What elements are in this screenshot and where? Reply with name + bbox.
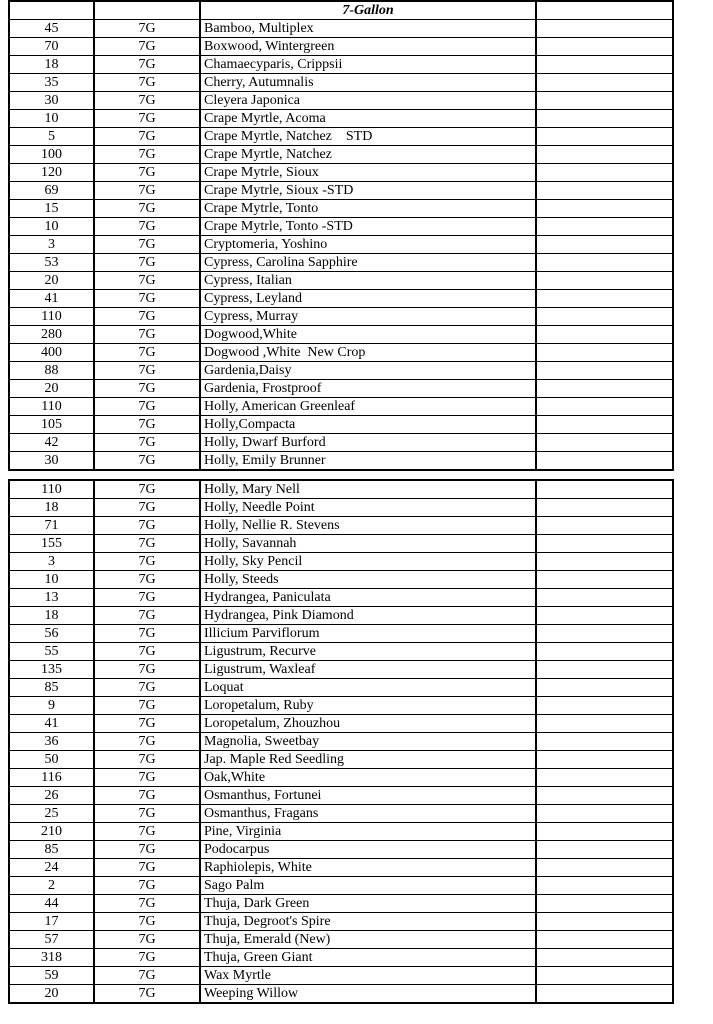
table-row bbox=[9, 326, 673, 344]
notes-cell bbox=[536, 571, 673, 589]
notes-cell bbox=[536, 553, 673, 571]
notes-cell bbox=[536, 805, 673, 823]
table-row bbox=[9, 92, 673, 110]
size-cell: 7G bbox=[94, 146, 200, 164]
quantity-cell: 36 bbox=[9, 733, 94, 751]
table-row bbox=[9, 74, 673, 92]
plant-name-cell: Crape Myrtle, Natchez bbox=[200, 146, 536, 164]
quantity-cell: 10 bbox=[9, 571, 94, 589]
quantity-cell: 210 bbox=[9, 823, 94, 841]
table-row bbox=[9, 452, 673, 471]
size-cell: 7G bbox=[94, 625, 200, 643]
notes-cell bbox=[536, 164, 673, 182]
plant-name-cell: Chamaecyparis, Crippsii bbox=[200, 56, 536, 74]
notes-cell bbox=[536, 290, 673, 308]
size-cell: 7G bbox=[94, 74, 200, 92]
table-row bbox=[9, 344, 673, 362]
table-row bbox=[9, 931, 673, 949]
notes-cell bbox=[536, 751, 673, 769]
notes-cell bbox=[536, 931, 673, 949]
size-cell: 7G bbox=[94, 200, 200, 218]
plant-name-cell: Holly, Needle Point bbox=[200, 499, 536, 517]
notes-cell bbox=[536, 362, 673, 380]
table-row bbox=[9, 661, 673, 679]
table-row bbox=[9, 380, 673, 398]
table-row bbox=[9, 38, 673, 56]
plant-name-cell: Holly, Savannah bbox=[200, 535, 536, 553]
size-cell: 7G bbox=[94, 985, 200, 1004]
notes-cell bbox=[536, 697, 673, 715]
notes-cell bbox=[536, 74, 673, 92]
plant-name-cell: Raphiolepis, White bbox=[200, 859, 536, 877]
size-cell: 7G bbox=[94, 362, 200, 380]
plant-name-cell: Cleyera Japonica bbox=[200, 92, 536, 110]
plant-name-cell: Cypress, Carolina Sapphire bbox=[200, 254, 536, 272]
quantity-cell: 20 bbox=[9, 272, 94, 290]
notes-cell bbox=[536, 308, 673, 326]
plant-name-cell: Thuja, Emerald (New) bbox=[200, 931, 536, 949]
quantity-cell: 42 bbox=[9, 434, 94, 452]
quantity-cell: 318 bbox=[9, 949, 94, 967]
quantity-cell: 18 bbox=[9, 56, 94, 74]
notes-cell bbox=[536, 661, 673, 679]
plant-name-cell: Weeping Willow bbox=[200, 985, 536, 1004]
quantity-cell: 155 bbox=[9, 535, 94, 553]
plant-name-cell: Crape Myrtle, Natchez STD bbox=[200, 128, 536, 146]
quantity-cell: 3 bbox=[9, 236, 94, 254]
inventory-table-2 bbox=[8, 479, 674, 1004]
quantity-cell: 85 bbox=[9, 841, 94, 859]
quantity-cell: 400 bbox=[9, 344, 94, 362]
size-cell: 7G bbox=[94, 434, 200, 452]
plant-name-cell: Osmanthus, Fortunei bbox=[200, 787, 536, 805]
quantity-cell: 10 bbox=[9, 218, 94, 236]
quantity-cell: 20 bbox=[9, 380, 94, 398]
size-cell: 7G bbox=[94, 128, 200, 146]
size-cell: 7G bbox=[94, 499, 200, 517]
plant-name-cell: Cypress, Leyland bbox=[200, 290, 536, 308]
plant-name-cell: Osmanthus, Fragans bbox=[200, 805, 536, 823]
table-row bbox=[9, 553, 673, 571]
size-cell: 7G bbox=[94, 308, 200, 326]
plant-name-cell: Crape Mytrle, Tonto -STD bbox=[200, 218, 536, 236]
notes-cell bbox=[536, 452, 673, 471]
table-row bbox=[9, 272, 673, 290]
plant-name-cell: Illicium Parviflorum bbox=[200, 625, 536, 643]
plant-name-cell: Cherry, Autumnalis bbox=[200, 74, 536, 92]
size-cell: 7G bbox=[94, 380, 200, 398]
plant-name-cell: Ligustrum, Waxleaf bbox=[200, 661, 536, 679]
table-row bbox=[9, 218, 673, 236]
quantity-cell: 45 bbox=[9, 20, 94, 38]
size-cell: 7G bbox=[94, 715, 200, 733]
plant-name-cell: Loropetalum, Ruby bbox=[200, 697, 536, 715]
quantity-cell: 20 bbox=[9, 985, 94, 1004]
notes-cell bbox=[536, 895, 673, 913]
quantity-cell: 100 bbox=[9, 146, 94, 164]
plant-name-cell: Crape Mytrle, Tonto bbox=[200, 200, 536, 218]
size-cell: 7G bbox=[94, 553, 200, 571]
plant-name-cell: Thuja, Degroot's Spire bbox=[200, 913, 536, 931]
plant-name-cell: Crape Myrtle, Acoma bbox=[200, 110, 536, 128]
quantity-cell: 110 bbox=[9, 480, 94, 499]
table-row bbox=[9, 715, 673, 733]
size-cell: 7G bbox=[94, 398, 200, 416]
notes-cell bbox=[536, 254, 673, 272]
quantity-cell: 41 bbox=[9, 715, 94, 733]
plant-name-cell: Gardenia, Frostproof bbox=[200, 380, 536, 398]
size-cell: 7G bbox=[94, 643, 200, 661]
size-cell: 7G bbox=[94, 697, 200, 715]
table-row bbox=[9, 805, 673, 823]
table-row bbox=[9, 200, 673, 218]
table-row bbox=[9, 434, 673, 452]
notes-cell bbox=[536, 380, 673, 398]
table-row bbox=[9, 949, 673, 967]
table-row bbox=[9, 733, 673, 751]
notes-cell bbox=[536, 20, 673, 38]
plant-name-cell: Wax Myrtle bbox=[200, 967, 536, 985]
quantity-cell: 9 bbox=[9, 697, 94, 715]
table-row bbox=[9, 769, 673, 787]
notes-cell bbox=[536, 200, 673, 218]
plant-name-cell: Cypress, Murray bbox=[200, 308, 536, 326]
size-cell: 7G bbox=[94, 344, 200, 362]
size-cell: 7G bbox=[94, 218, 200, 236]
quantity-cell: 71 bbox=[9, 517, 94, 535]
header-row bbox=[9, 1, 673, 20]
table-row bbox=[9, 254, 673, 272]
plant-name-cell: Thuja, Dark Green bbox=[200, 895, 536, 913]
table-row bbox=[9, 625, 673, 643]
notes-cell bbox=[536, 985, 673, 1004]
quantity-cell: 280 bbox=[9, 326, 94, 344]
notes-cell bbox=[536, 110, 673, 128]
size-cell: 7G bbox=[94, 452, 200, 471]
notes-cell bbox=[536, 182, 673, 200]
size-cell: 7G bbox=[94, 272, 200, 290]
notes-cell bbox=[536, 416, 673, 434]
plant-name-cell: Gardenia,Daisy bbox=[200, 362, 536, 380]
notes-cell bbox=[536, 877, 673, 895]
table-row bbox=[9, 679, 673, 697]
quantity-cell: 50 bbox=[9, 751, 94, 769]
inventory-table-1 bbox=[8, 0, 674, 471]
quantity-cell: 135 bbox=[9, 661, 94, 679]
notes-cell bbox=[536, 913, 673, 931]
size-cell: 7G bbox=[94, 110, 200, 128]
quantity-cell: 105 bbox=[9, 416, 94, 434]
notes-cell bbox=[536, 480, 673, 499]
plant-name-cell: Holly, Dwarf Burford bbox=[200, 434, 536, 452]
quantity-cell: 69 bbox=[9, 182, 94, 200]
notes-cell bbox=[536, 949, 673, 967]
quantity-cell: 30 bbox=[9, 452, 94, 471]
plant-name-cell: Loropetalum, Zhouzhou bbox=[200, 715, 536, 733]
plant-name-cell: Holly, Sky Pencil bbox=[200, 553, 536, 571]
size-cell: 7G bbox=[94, 535, 200, 553]
table-row bbox=[9, 787, 673, 805]
notes-cell bbox=[536, 128, 673, 146]
table-row bbox=[9, 290, 673, 308]
quantity-cell: 110 bbox=[9, 308, 94, 326]
size-cell: 7G bbox=[94, 517, 200, 535]
table-row bbox=[9, 128, 673, 146]
table-row bbox=[9, 480, 673, 499]
table-row bbox=[9, 985, 673, 1004]
plant-name-cell: Oak,White bbox=[200, 769, 536, 787]
table-row bbox=[9, 362, 673, 380]
notes-cell bbox=[536, 146, 673, 164]
quantity-cell: 88 bbox=[9, 362, 94, 380]
size-cell: 7G bbox=[94, 931, 200, 949]
notes-cell bbox=[536, 679, 673, 697]
notes-cell bbox=[536, 715, 673, 733]
plant-name-cell: Loquat bbox=[200, 679, 536, 697]
size-cell: 7G bbox=[94, 290, 200, 308]
quantity-cell: 110 bbox=[9, 398, 94, 416]
plant-name-cell: Hydrangea, Pink Diamond bbox=[200, 607, 536, 625]
size-cell: 7G bbox=[94, 20, 200, 38]
size-cell: 7G bbox=[94, 967, 200, 985]
size-cell: 7G bbox=[94, 92, 200, 110]
notes-cell bbox=[536, 272, 673, 290]
notes-cell bbox=[536, 643, 673, 661]
size-cell: 7G bbox=[94, 787, 200, 805]
plant-name-cell: Pine, Virginia bbox=[200, 823, 536, 841]
notes-cell bbox=[536, 967, 673, 985]
size-cell: 7G bbox=[94, 841, 200, 859]
notes-cell bbox=[536, 56, 673, 74]
section-title: 7-Gallon bbox=[200, 1, 536, 20]
quantity-cell: 24 bbox=[9, 859, 94, 877]
quantity-cell: 44 bbox=[9, 895, 94, 913]
notes-cell bbox=[536, 218, 673, 236]
notes-cell bbox=[536, 841, 673, 859]
plant-name-cell: Crape Mytrle, Sioux bbox=[200, 164, 536, 182]
plant-name-cell: Ligustrum, Recurve bbox=[200, 643, 536, 661]
table-row bbox=[9, 589, 673, 607]
table-row bbox=[9, 535, 673, 553]
quantity-cell: 18 bbox=[9, 607, 94, 625]
table-row bbox=[9, 146, 673, 164]
table-row bbox=[9, 607, 673, 625]
plant-name-cell: Boxwood, Wintergreen bbox=[200, 38, 536, 56]
notes-cell bbox=[536, 859, 673, 877]
quantity-cell: 59 bbox=[9, 967, 94, 985]
header-size-cell bbox=[94, 1, 200, 20]
table-row bbox=[9, 877, 673, 895]
size-cell: 7G bbox=[94, 859, 200, 877]
plant-name-cell: Jap. Maple Red Seedling bbox=[200, 751, 536, 769]
plant-name-cell: Dogwood,White bbox=[200, 326, 536, 344]
table-row bbox=[9, 751, 673, 769]
size-cell: 7G bbox=[94, 679, 200, 697]
quantity-cell: 53 bbox=[9, 254, 94, 272]
quantity-cell: 116 bbox=[9, 769, 94, 787]
table-row bbox=[9, 308, 673, 326]
plant-name-cell: Bamboo, Multiplex bbox=[200, 20, 536, 38]
size-cell: 7G bbox=[94, 913, 200, 931]
size-cell: 7G bbox=[94, 805, 200, 823]
notes-cell bbox=[536, 92, 673, 110]
table-row bbox=[9, 643, 673, 661]
table-row bbox=[9, 110, 673, 128]
notes-cell bbox=[536, 38, 673, 56]
quantity-cell: 3 bbox=[9, 553, 94, 571]
notes-cell bbox=[536, 517, 673, 535]
table-row bbox=[9, 416, 673, 434]
notes-cell bbox=[536, 434, 673, 452]
table-row bbox=[9, 517, 673, 535]
notes-cell bbox=[536, 326, 673, 344]
size-cell: 7G bbox=[94, 38, 200, 56]
quantity-cell: 15 bbox=[9, 200, 94, 218]
size-cell: 7G bbox=[94, 571, 200, 589]
plant-name-cell: Crape Mytrle, Sioux -STD bbox=[200, 182, 536, 200]
quantity-cell: 70 bbox=[9, 38, 94, 56]
quantity-cell: 56 bbox=[9, 625, 94, 643]
plant-name-cell: Holly, Nellie R. Stevens bbox=[200, 517, 536, 535]
size-cell: 7G bbox=[94, 589, 200, 607]
size-cell: 7G bbox=[94, 895, 200, 913]
quantity-cell: 57 bbox=[9, 931, 94, 949]
quantity-cell: 85 bbox=[9, 679, 94, 697]
size-cell: 7G bbox=[94, 326, 200, 344]
plant-name-cell: Thuja, Green Giant bbox=[200, 949, 536, 967]
quantity-cell: 2 bbox=[9, 877, 94, 895]
notes-cell bbox=[536, 535, 673, 553]
plant-name-cell: Holly, Steeds bbox=[200, 571, 536, 589]
quantity-cell: 41 bbox=[9, 290, 94, 308]
table-row bbox=[9, 182, 673, 200]
quantity-cell: 55 bbox=[9, 643, 94, 661]
plant-name-cell: Dogwood ,White New Crop bbox=[200, 344, 536, 362]
table-row bbox=[9, 895, 673, 913]
header-notes-cell bbox=[536, 1, 673, 20]
notes-cell bbox=[536, 823, 673, 841]
size-cell: 7G bbox=[94, 56, 200, 74]
quantity-cell: 25 bbox=[9, 805, 94, 823]
quantity-cell: 35 bbox=[9, 74, 94, 92]
table-row bbox=[9, 967, 673, 985]
size-cell: 7G bbox=[94, 182, 200, 200]
plant-name-cell: Holly, Mary Nell bbox=[200, 480, 536, 499]
size-cell: 7G bbox=[94, 416, 200, 434]
notes-cell bbox=[536, 607, 673, 625]
table-row bbox=[9, 823, 673, 841]
plant-name-cell: Magnolia, Sweetbay bbox=[200, 733, 536, 751]
table-row bbox=[9, 20, 673, 38]
size-cell: 7G bbox=[94, 164, 200, 182]
plant-name-cell: Cypress, Italian bbox=[200, 272, 536, 290]
size-cell: 7G bbox=[94, 877, 200, 895]
table-row bbox=[9, 398, 673, 416]
table-row bbox=[9, 164, 673, 182]
plant-name-cell: Holly,Compacta bbox=[200, 416, 536, 434]
size-cell: 7G bbox=[94, 607, 200, 625]
size-cell: 7G bbox=[94, 769, 200, 787]
size-cell: 7G bbox=[94, 661, 200, 679]
quantity-cell: 120 bbox=[9, 164, 94, 182]
table-row bbox=[9, 913, 673, 931]
plant-name-cell: Hydrangea, Paniculata bbox=[200, 589, 536, 607]
table-row bbox=[9, 859, 673, 877]
table-row bbox=[9, 697, 673, 715]
table-row bbox=[9, 571, 673, 589]
table-row bbox=[9, 499, 673, 517]
quantity-cell: 26 bbox=[9, 787, 94, 805]
notes-cell bbox=[536, 769, 673, 787]
notes-cell bbox=[536, 589, 673, 607]
size-cell: 7G bbox=[94, 751, 200, 769]
quantity-cell: 30 bbox=[9, 92, 94, 110]
table-row bbox=[9, 236, 673, 254]
notes-cell bbox=[536, 733, 673, 751]
notes-cell bbox=[536, 625, 673, 643]
quantity-cell: 5 bbox=[9, 128, 94, 146]
quantity-cell: 13 bbox=[9, 589, 94, 607]
notes-cell bbox=[536, 499, 673, 517]
notes-cell bbox=[536, 236, 673, 254]
notes-cell bbox=[536, 344, 673, 362]
plant-name-cell: Holly, Emily Brunner bbox=[200, 452, 536, 471]
size-cell: 7G bbox=[94, 733, 200, 751]
notes-cell bbox=[536, 787, 673, 805]
table-row bbox=[9, 841, 673, 859]
table-row bbox=[9, 56, 673, 74]
size-cell: 7G bbox=[94, 949, 200, 967]
plant-name-cell: Holly, American Greenleaf bbox=[200, 398, 536, 416]
plant-name-cell: Podocarpus bbox=[200, 841, 536, 859]
notes-cell bbox=[536, 398, 673, 416]
quantity-cell: 17 bbox=[9, 913, 94, 931]
size-cell: 7G bbox=[94, 823, 200, 841]
plant-name-cell: Sago Palm bbox=[200, 877, 536, 895]
quantity-cell: 10 bbox=[9, 110, 94, 128]
size-cell: 7G bbox=[94, 254, 200, 272]
header-qty-cell bbox=[9, 1, 94, 20]
size-cell: 7G bbox=[94, 480, 200, 499]
plant-name-cell: Cryptomeria, Yoshino bbox=[200, 236, 536, 254]
size-cell: 7G bbox=[94, 236, 200, 254]
quantity-cell: 18 bbox=[9, 499, 94, 517]
